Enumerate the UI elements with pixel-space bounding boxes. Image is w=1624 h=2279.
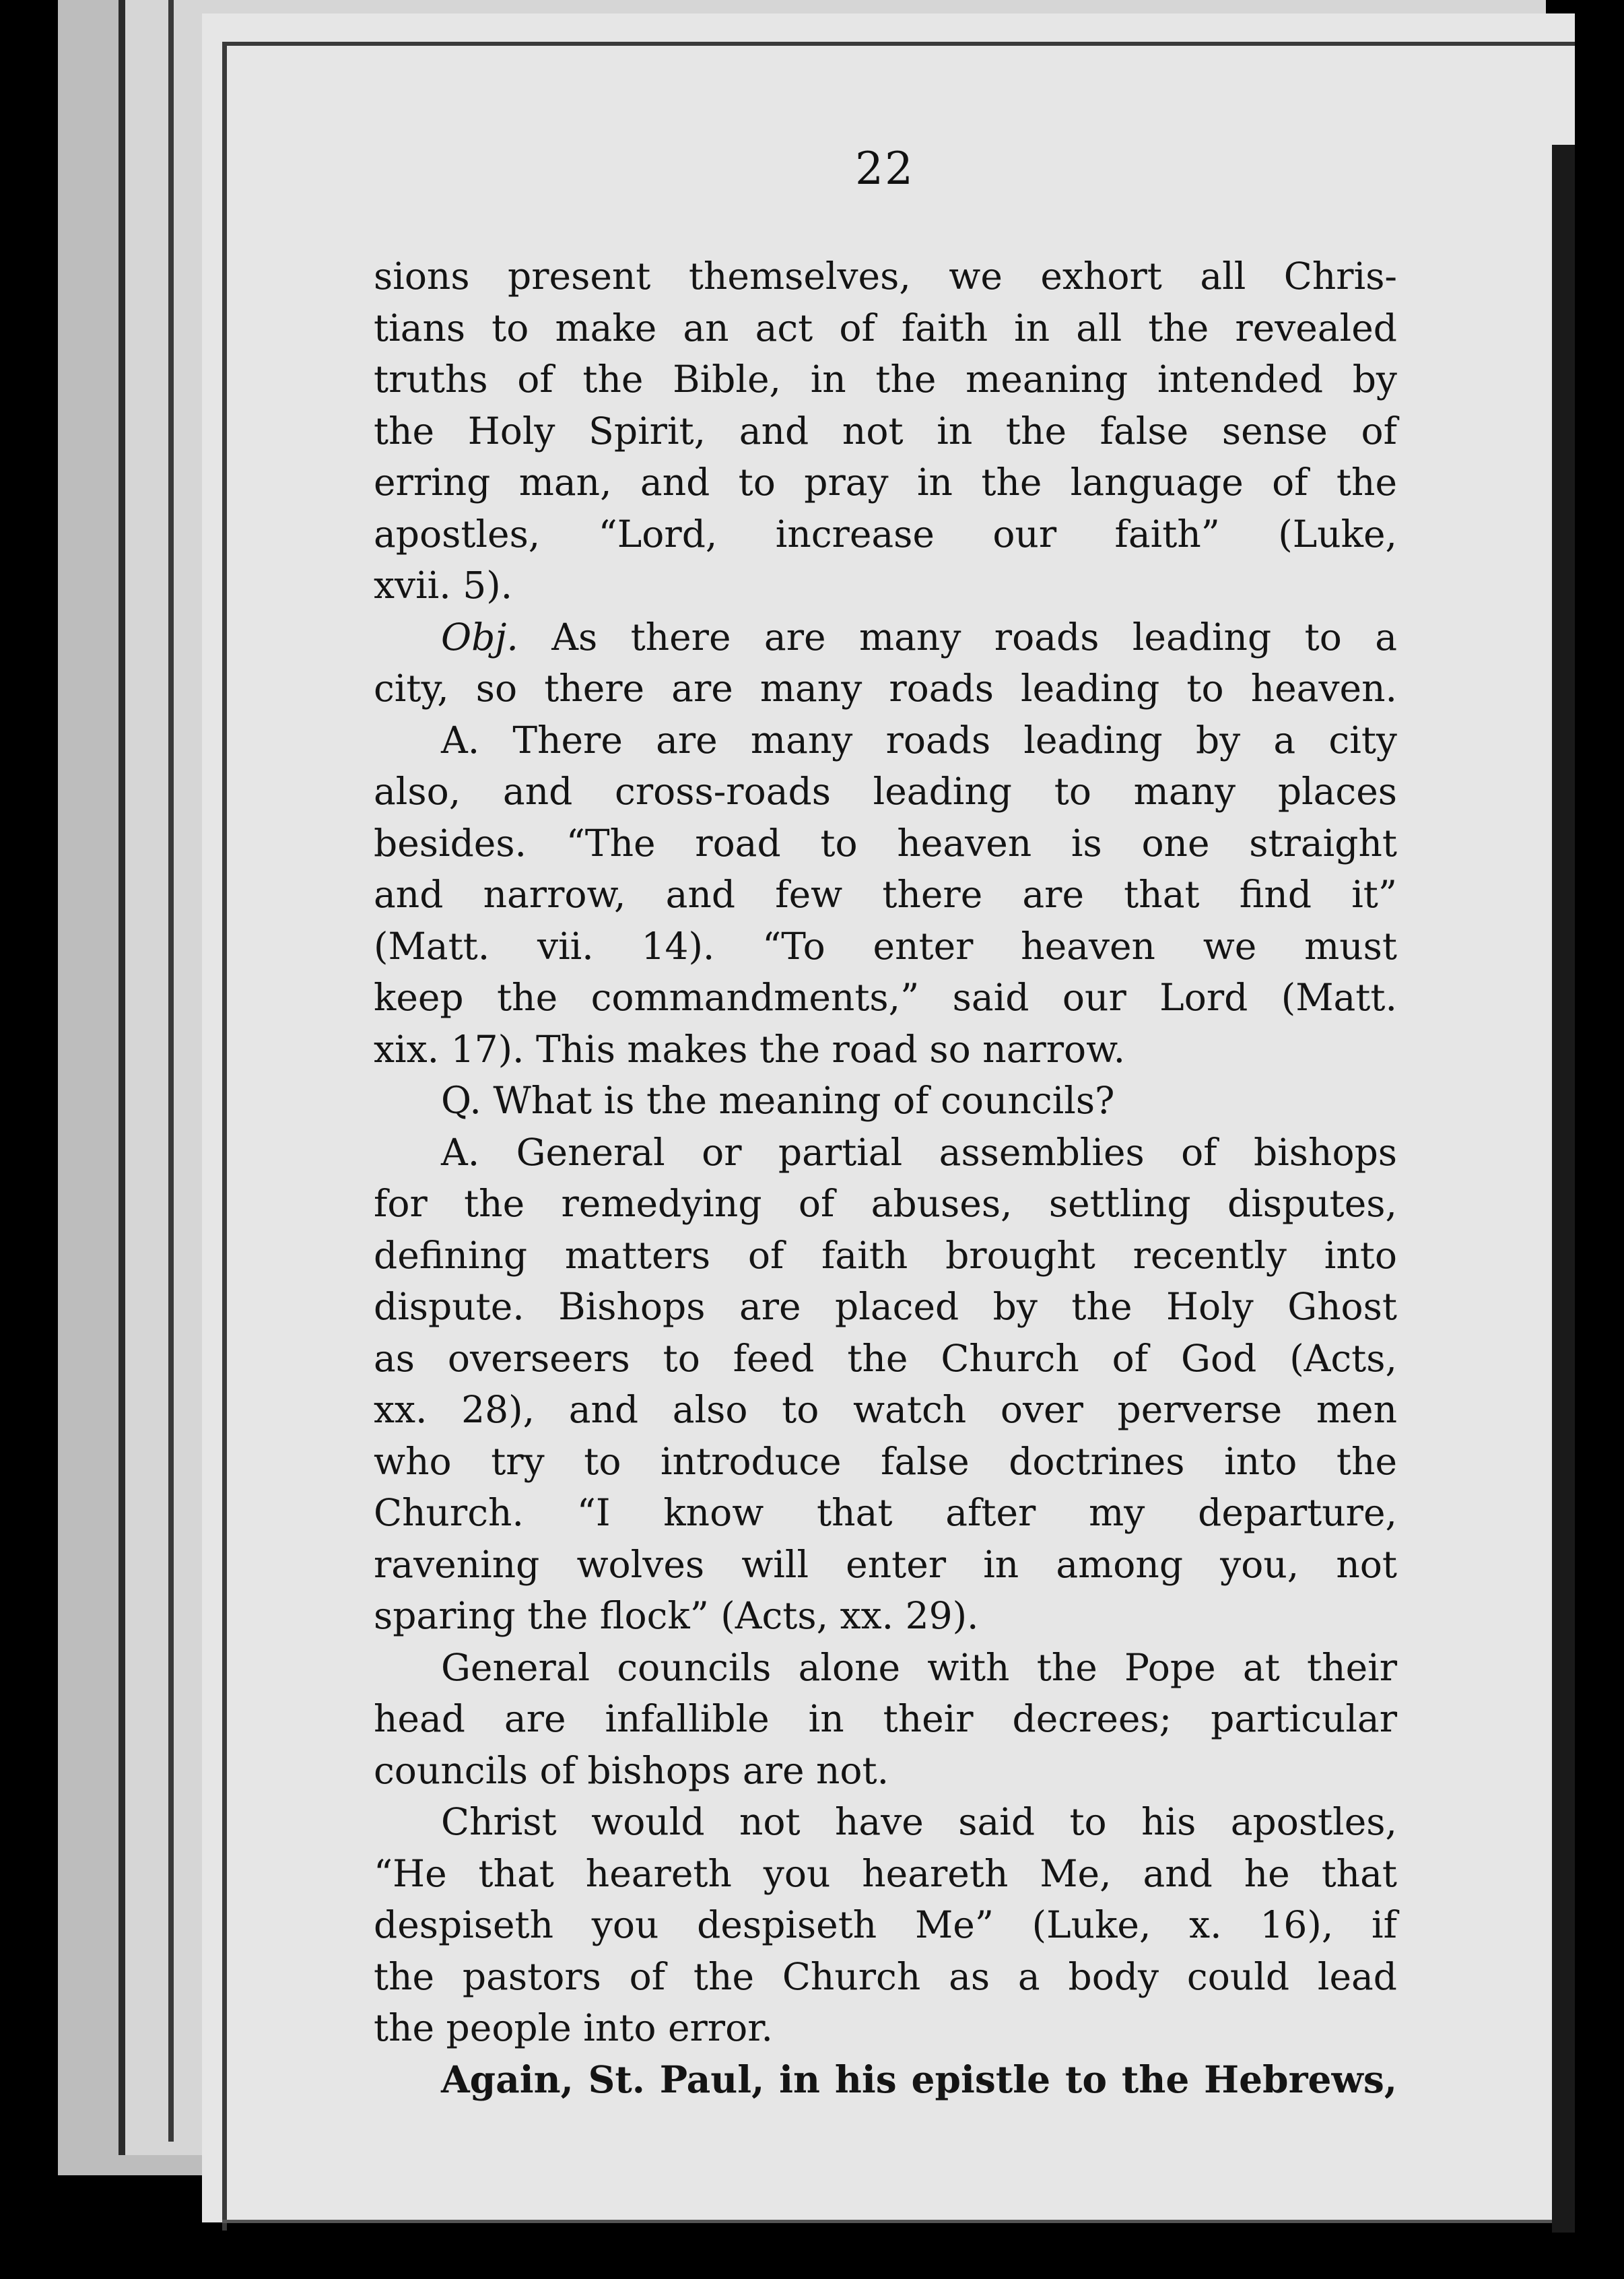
- back-page-line: [168, 0, 174, 2142]
- answer-line: A. There are many roads leading by a city: [441, 718, 1397, 762]
- text-line: sions present themselves, we exhort all Chris-: [374, 255, 1397, 298]
- text-line: defining matters of faith brought recently into: [374, 1233, 1397, 1277]
- text-line: despiseth you despiseth Me” (Luke, x. 16), if: [374, 1903, 1397, 1946]
- page-border-bottom: [222, 2220, 1596, 2223]
- page-right-edge: [1552, 145, 1575, 2233]
- text-line: tians to make an act of faith in all the revealed: [374, 306, 1397, 350]
- text-line: apostles, “Lord, increase our faith” (Luke,: [374, 512, 1397, 556]
- paragraph-start-line: General councils alone with the Pope at their: [441, 1645, 1397, 1689]
- body-text: [374, 251, 1397, 2105]
- text-line: city, so there are many roads leading to heaven.: [374, 667, 1397, 710]
- text-line: who try to introduce false doctrines into the: [374, 1439, 1397, 1483]
- text-line: (Matt. vii. 14). “To enter heaven we must: [374, 924, 1397, 968]
- answer-line: A. General or partial assemblies of bishops: [441, 1130, 1397, 1174]
- text-line: erring man, and to pray in the language of the: [374, 461, 1397, 504]
- text-line: truths of the Bible, in the meaning intended by: [374, 358, 1397, 401]
- text-line: as overseers to feed the Church of God (Acts,: [374, 1336, 1397, 1380]
- page-border-left: [222, 42, 227, 2231]
- text-line: “He that heareth you heareth Me, and he that: [374, 1851, 1397, 1895]
- text-line: xix. 17). This makes the road so narrow.: [374, 1027, 1126, 1071]
- text-line: dispute. Bishops are placed by the Holy Ghost: [374, 1285, 1397, 1328]
- text-line: also, and cross-roads leading to many places: [374, 770, 1397, 813]
- text-line: keep the commandments,” said our Lord (Matt.: [374, 976, 1397, 1019]
- objection-label: Obj.: [441, 615, 518, 659]
- text-line: head are infallible in their decrees; particular: [374, 1697, 1397, 1740]
- paragraph-start-line: Again, St. Paul, in his epistle to the Hebrews,: [441, 2057, 1397, 2101]
- scan-background: [1575, 0, 1624, 2279]
- text-line: besides. “The road to heaven is one straight: [374, 821, 1397, 865]
- objection-line: Obj. As there are many roads leading to a: [441, 615, 1397, 659]
- question-line: Q. What is the meaning of councils?: [441, 1079, 1115, 1122]
- text-line: ravening wolves will enter in among you, not: [374, 1542, 1397, 1586]
- page-number: 22: [855, 143, 914, 195]
- text-line: the pastors of the Church as a body could lead: [374, 1954, 1397, 1998]
- text-line: councils of bishops are not.: [374, 1748, 889, 1792]
- text-line: xvii. 5).: [374, 564, 513, 607]
- page-border-top: [222, 42, 1596, 46]
- text-line: the Holy Spirit, and not in the false sense of: [374, 409, 1397, 453]
- paragraph-start-line: Christ would not have said to his apostles,: [441, 1800, 1397, 1843]
- text-line: sparing the flock” (Acts, xx. 29).: [374, 1594, 979, 1637]
- text-line: and narrow, and few there are that find it”: [374, 873, 1397, 916]
- text-line: xx. 28), and also to watch over perverse men: [374, 1388, 1397, 1431]
- text-line: the people into error.: [374, 2006, 773, 2049]
- text-line: Church. “I know that after my departure,: [374, 1491, 1397, 1534]
- text-line: for the remedying of abuses, settling disputes,: [374, 1182, 1397, 1225]
